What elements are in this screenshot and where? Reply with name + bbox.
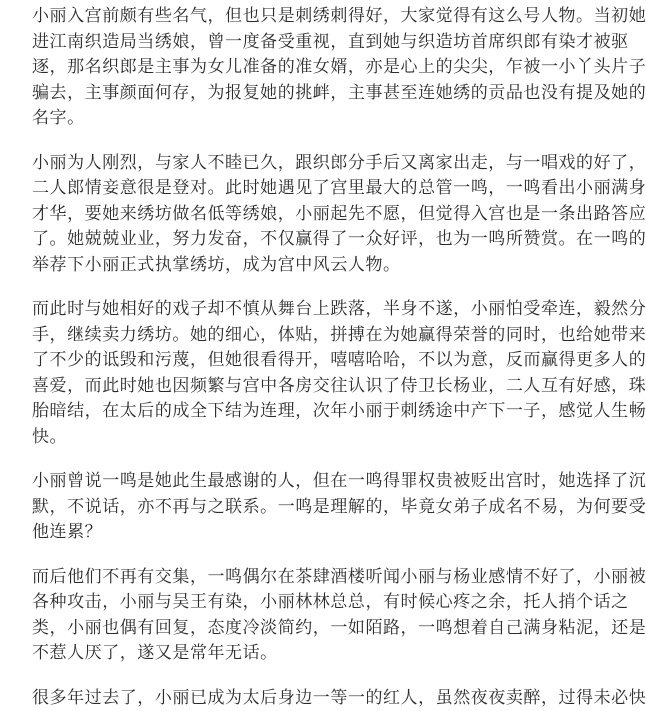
text-line: 了不少的诋毁和污蔑，但她很看得开，嘻嘻哈哈，不以为意，反而赢得更多人的: [32, 348, 640, 374]
paragraph-3: [32, 297, 640, 450]
text-line: 逐，那名织郎是主事为女儿准备的准女婿，亦是心上的尖尖，乍被一小丫头片子: [32, 55, 640, 81]
text-line: 快。: [32, 425, 640, 451]
text-line: 小丽为人刚烈，与家人不睦已久，跟织郎分手后又离家出走，与一唱戏的好了，: [32, 151, 640, 177]
article-page: [0, 4, 640, 572]
text-line: 进江南织造局当绣娘，曾一度备受重视，直到她与织造坊首席织郎有染才被驱: [32, 30, 640, 56]
text-line: 默，不说话，亦不再与之联系。一鸣是理解的，毕竟女弟子成名不易，为何要受: [32, 495, 640, 521]
text-line: 手，继续卖力绣坊。她的细心，体贴，拼搏在为她赢得荣誉的同时，也给她带来: [32, 323, 640, 349]
text-line: 小丽曾说一鸣是她此生最感谢的人，但在一鸣得罪权贵被贬出宫时，她选择了沉: [32, 469, 640, 495]
paragraph-5: [32, 565, 640, 667]
text-line: 很多年过去了，小丽已成为太后身边一等一的红人，虽然夜夜卖醉，过得未必快: [32, 686, 640, 711]
text-line: 不惹人厌了，遂又是常年无话。: [32, 641, 640, 667]
paragraph-6: [32, 686, 640, 711]
text-line: 才华，要她来绣坊做名低等绣娘，小丽起先不愿，但觉得入宫也是一条出路答应: [32, 202, 640, 228]
text-line: 二人郎情妾意很是登对。此时她遇见了宫里最大的总管一鸣，一鸣看出小丽满身: [32, 176, 640, 202]
text-line: 他连累？: [32, 520, 640, 546]
text-line: 了。她兢兢业业，努力发奋，不仅赢得了一众好评，也为一鸣所赞赏。在一鸣的: [32, 227, 640, 253]
text-line: 喜爱，而此时她也因频繁与宫中各房交往认识了侍卫长杨业，二人互有好感，珠: [32, 374, 640, 400]
text-line: 名字。: [32, 106, 640, 132]
paragraph-4: [32, 469, 640, 546]
paragraph-2: [32, 151, 640, 279]
text-line: 类，小丽也偶有回复，态度冷淡简约，一如陌路，一鸣想着自己满身粘泥，还是: [32, 616, 640, 642]
text-line: 小丽入宫前颇有些名气，但也只是刺绣刺得好，大家觉得有这么号人物。当初她: [32, 4, 640, 30]
text-line: 各种攻击，小丽与吴王有染，小丽林林总总，有时候心疼之余，托人捎个话之: [32, 590, 640, 616]
text-line: 而后他们不再有交集，一鸣偶尔在茶肆酒楼听闻小丽与杨业感情不好了，小丽被: [32, 565, 640, 591]
text-line: 举荐下小丽正式执掌绣坊，成为宫中风云人物。: [32, 253, 640, 279]
text-line: 骗去，主事颜面何存，为报复她的挑衅，主事甚至连她绣的贡品也没有提及她的: [32, 81, 640, 107]
text-line: 而此时与她相好的戏子却不慎从舞台上跌落，半身不遂，小丽怕受牵连，毅然分: [32, 297, 640, 323]
text-line: 胎暗结，在太后的成全下结为连理，次年小丽于刺绣途中产下一子，感觉人生畅: [32, 399, 640, 425]
paragraph-1: [32, 4, 640, 132]
